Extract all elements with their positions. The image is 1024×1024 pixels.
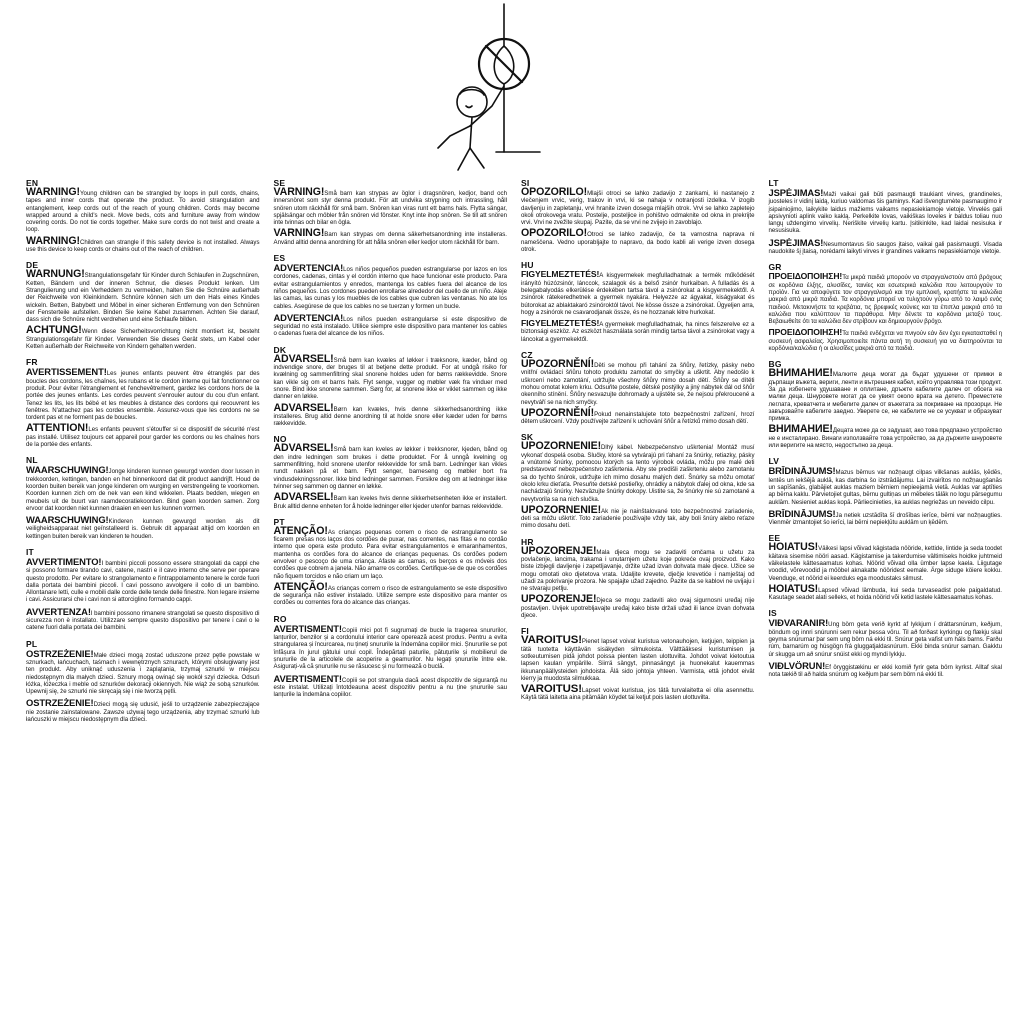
lang-code: IS [768,608,777,619]
warning-paragraph [26,647,260,696]
warning-body: Mazus bērnus var nožņaugt cilpas vilkšanas auklās, ķēdēs, lentēs un iekšējā auklā, kas darbina šo izstrādājumu. Lai izvairītos no nožņaugšanās un sapīšanās, glabājiet auklas maziem bērniem nepieejamā vietā. Auklas var aptīties ap bērna kaklu. Pārvietojiet gultas, bērnu gultiņas un mēbeles tālāk no logu pārsegumu auklām. Nesieniet auklas kopā. Pārliecinieties, ka auklas negriežas un neveido cilpu. [768,469,1002,506]
warning-body: Τα παιδιά ενδέχεται να πνιγούν εάν δεν έχει εγκατασταθεί η συσκευή ασφαλείας. Χρησιμοποιείτε πάντα αυτή τη συσκευή για να διατηρούνται τα κορδόνια/καλώδια ή οι αλυσίδες μακριά από τα παιδιά. [768,330,1002,353]
warning-heading: BRĪDINĀJUMS! [768,507,836,519]
warning-heading: JSPĖJIMAS! [768,236,824,248]
column-1 [26,178,260,1024]
warning-body: Τα μικρά παιδιά μπορούν να στραγγαλιστούν από βρόχους σε κορδόνια έλξης, αλυσίδες, ταινίες και εσωτερικά καλώδια που λειτουργούν το προϊόν. Για να αποφύγετε τον στραγγαλισμό και την εμπλοκή, κρατήστε τα καλώδια μακριά από μικρά παιδιά. Τα κορδόνια μπορεί να τυλιχτούν γύρω από το λαιμό ενός παιδιού. Μετακινήστε τα κρεβάτια, τις βρεφικές κούνιες και τα έπιπλα μακριά από τα καλώδια που καλύπτουν τα παράθυρα. Μην δένετε τα κορδόνια μεταξύ τους. Βεβαιωθείτε ότι τα καλώδια δεν στρίβουν και δημιουργούν βρόχο. [768,274,1002,326]
warning-body: Strangulationsgefahr für Kinder durch Schlaufen in Zugschnüren, Ketten, Bändern und der inneren Schnur, die dieses Produkt lenken. Um Strangulierung und ein Verheddern zu vermeiden, halten Sie die Schnüre außerhalb der Reichweite von Kleinkindern. Schnüre können sich um den Hals eines Kindes wickeln. Betten, Babybett und Möbel in einer sicheren Entfernung von den Schnüren der Fensterteile aufstellen. Binden Sie keine Kabel zusammen. Achten Sie darauf, dass sich die Schnüre nicht verdrehen und eine Schlaufe bilden. [26,272,260,324]
warning-heading: VARNING! [273,186,325,198]
warning-paragraph [273,580,508,607]
lang-code: SE [273,178,286,188]
warning-heading: ADVARSEL! [273,401,334,414]
lang-block-si [521,178,755,253]
warning-paragraph [768,423,1003,450]
warning-body: Lapsed võivad lämbuda, kui seda turvaseadist pole paigaldatud. Kasutage seadet alati selleks, et hoida nöörid või ketid lastele kättesaamatus kohas. [768,586,1002,602]
lang-block-hr [521,537,755,620]
warning-paragraph [26,186,260,234]
warning-heading: OSTRZEŻENIE! [26,697,94,709]
warning-heading: VAROITUS! [521,634,582,647]
warning-heading: UPOZORENJE! [521,593,597,606]
lang-block-bg [769,359,1003,449]
warning-body: As crianças pequenas correm o risco de estrangulamento se ficarem presas nos laços dos cordões de puxar, nas correntes, nas fitas e no cordão interno que opera este produto. Para evitar estrangulamentos e emaranhamentos, mantenha os cordões fora do alcance de crianças pequenas. Os cordões podem envolver o pescoço de uma criança. Afaste as camas, os berços e os móveis dos cordões que cobrem a janela. Não amarre os cordões. Certifique-se de que os cordões não fiquem torcidos e não criam um laço. [273,528,507,580]
warning-paragraph [768,541,1003,582]
warning-heading: ADVERTENCIA! [273,311,344,323]
lang-code: SK [521,432,534,443]
warning-paragraph [26,555,260,604]
warning-body: Children can strangle if this safety device is not installed. Always use this device to keep cords or chains out of the reach of children. [26,238,260,254]
warning-paragraph [768,367,1003,423]
lang-block-cz [521,350,755,425]
lang-block-ro [274,614,508,699]
warning-body: Kinderen kunnen gewurgd worden als dit veiligheidsapparaat niet geïnstalleerd is. Gebruik dit apparaat altijd om koorden en kettingen buiten bereik van kinderen te houden. [26,518,260,540]
warning-paragraph [273,352,508,401]
column-4 [769,178,1003,1024]
lang-code: GR [768,262,782,273]
lang-block-de [26,260,260,350]
lang-block-gr [769,262,1003,352]
warning-body: A kisgyermekek megfulladhatnak a termék működését irányító húzózsinór, lánccok, szalagok és a belső zsinór hurkaiban. A fulladás és a belegabalyodás elkerülése érdekében tartsa távol a zsinórokat a kisgyermekektől. A zsinórok rátekeredhetnek a gyermek nyakára. Helyezze az ágyakat, kiságyakat és bútorokat az ablaktakaró zsinóroktól távol. Ne kösse össze a zsinórokat. Ügyeljen arra, hogy a zsinórok ne csavarodjanak össze, és ne hozzanak létre hurkokat. [521,272,755,316]
lang-code: RO [273,613,287,624]
warning-heading: WARNING! [26,186,80,198]
warning-body: Barn kan strypas om denna säkerhetsanordning inte installeras. Använd alltid denna anordning för att hålla snören eller kedjor utom räckhåll för barn. [273,231,507,246]
warning-body: Små børn kan kvæles af løkker i træksnore, kæder, bånd og indvendige snore, der bruges til at betjene dette produkt. For at undgå risiko for kvælning og sammenfiltring skal snorene holdes uden for børns rækkevidde. Snore kan vikle sig om et barns hals. Flyt senge, vugger og møbler væk fra vinduer med snore. Bind ikke snorene sammen. Sørg for, at snorene ikke er viklet sammen og ikke danner en løkke. [273,356,507,401]
lang-block-is [769,608,1003,678]
warning-paragraph [769,189,1003,235]
warning-paragraph [521,271,755,316]
warning-paragraph [768,507,1003,527]
warning-heading: WAARSCHUWING! [26,514,109,526]
warning-heading: BRĪDINĀJUMS! [768,465,836,477]
warning-paragraph [768,236,1003,256]
warning-body: Ef öryggistækinu er ekki komið fyrir geta börn kyrkst. Alltaf skal nota tækið til að halda snúrum og keðjum þar sem börn ná ekki til. [768,663,1002,679]
warning-body: Mlajši otroci se lahko zadavijo z zankami, ki nastanejo z vlečenjem vrvic, verig, trakov in vrvi, ki se nahaja v notranjosti izdelka. V izogib davljenju in zapletanju, vrvi hranite izven dosega mlajših otrok. Vrvi se lahko zapletejo okoli otrokovega vratu. Postelje, posteljice in pohištvo odmaknite od okna in prekrijte vrvi. Vrvi ne zvežite skupaj. Pazite, da se vrvi ne zvijejo in zavoblajo. [521,190,755,227]
warning-paragraph [768,582,1003,602]
warning-heading: UPOZORENJE! [521,544,597,557]
warning-heading: JSPĖJIMAS! [768,187,824,198]
lang-code: CZ [521,350,533,361]
warning-heading: VARNING! [273,227,325,240]
warning-heading: ADVARSEL! [273,491,334,504]
lang-code: PT [273,516,285,527]
lang-code: DE [26,260,39,271]
lang-block-sk [521,432,755,529]
warning-paragraph [521,358,755,406]
warning-paragraph [769,619,1003,657]
warning-paragraph [273,311,508,338]
warning-heading: AVVERTIMENTO! [26,555,102,567]
warning-body: Малките деца могат да бъдат удушени от примки в дърпащи въжета, вериги, ленти и вътрешния кабел, който управлява този продукт. За да избегнете удушаване и оплитане, дръжте кабелите далеч от обсега на малки деца. Шнуровете могат да се увият около врата на детето. Преместете леглата, креватчета и мебелите далеч от въжетата за покриване на прозорци. Не завързвайте кабелите заедно. Уверете се, не кабелите не се усукват и образуват примка. [768,371,1002,423]
warning-body: Young children can be strangled by loops in pull cords, chains, tapes and inner cords that operate the product. To avoid strangulation and entanglement, keep cords out of the reach of young children. Cords may become wrapped around a child's neck. Move beds, cots and furniture away from window covering cords. Do not tie cords together. Make sure cords do not twist and create a loop. [26,190,260,234]
warning-paragraph [273,401,508,428]
lang-code: HR [521,536,534,547]
lang-code: NO [273,434,287,445]
warning-paragraph [769,273,1003,325]
warning-heading: HOIATUS! [768,541,819,554]
warning-paragraph [26,699,260,723]
warning-paragraph [521,634,755,682]
warning-body: Ak nie je nainštalované toto bezpečnostné zariadenie, deti sa môžu uškrtiť. Toto zariadenie používajte vždy tak, aby boli šnúry alebo reťaze mimo dosahu detí. [521,507,755,530]
warning-heading: ADVARSEL! [273,442,334,455]
warning-paragraph [521,593,755,620]
warning-text-columns [0,178,1024,1024]
lang-block-ee [769,533,1003,601]
warning-heading: AVERTISMENT! [273,622,342,634]
warning-body: Små barn kan kveles av løkker i trekksnorer, kjeden, bånd og den indre ledningen som brukes i dette produktet. For å unngå kvelning og sammenfiltring, hold snorene utenfor rekkevidde for små barn. Ledninger kan vikles rundt nakken på et barn. Flytt senger, barneseng og møbler bort fra vindusdekningssnorer. Ikke bind ledninger sammen. Forsikre deg om at ledninger ikke tvinner seg sammen og danner en løkke. [273,446,507,490]
lang-block-it [26,547,260,632]
warning-body: Lapset voivat kuristua, jos tätä turvalaitetta ei olla asennettu. Käytä tätä laitetta aina pitämään köydet tai ketjut pois lasten ulottuvilta. [521,687,755,702]
lang-code: EN [26,178,39,188]
lang-code: LT [768,178,779,188]
warning-heading: UPOZORNĚNÍ! [521,358,595,371]
warning-body: Pienet lapset voivat kuristua vetonauhojen, ketjujen, teippien ja tätä tuotetta käyttävän sisäkyden silmukoista. Välttääksesi kuristumisen ja sotkeutumisen pidä johdot poissa pienten lasten ulottuvilta. Johdot voivat kietoutua lapsen kaulan ympärille. Siirrä sängyt, pinnasängyt ja huonekalut kauemmas ikkunanpäällysteiden johdoista. Älä sido johtoja yhteen. Varmista, että johdot eivät kierry ja muodosta silmukkaa. [521,638,755,682]
warning-paragraph [274,264,508,310]
lang-code: SI [521,178,530,188]
warning-paragraph [273,227,508,246]
warning-paragraph [521,544,755,593]
warning-body: Ja netiek uzstādīta šī drošības ierīce, bērni var nožņaugties. Vienmēr izmantojiet šo ierīci, lai bērni nepiekļūtu auklām un ķēdēm. [768,511,1002,527]
warning-paragraph [273,524,508,580]
lang-block-dk [274,345,508,428]
warning-body: Väikesi lapsi võivad kägistada nööride, kettide, lintide ja seda toodet käitava sisemise nööri aasad. Kägistamise ja takerdumise vältimiseks hoidke juhtmeid väikelastele kättesaamatus kohas. Nöörid võivad olla ümber lapse kaela. Liigutage voodid, võrevoodid ja mööbel aknakatte nööridest eemale. Ärge siduge köiere kokku. Veenduge, et nöörid ei keerduks ega moodustaks silmust. [768,545,1002,582]
lang-block-fr [26,357,260,448]
warning-paragraph [26,268,260,324]
warning-paragraph [26,368,260,421]
warning-body: Små barn kan strypas av öglor i dragsnören, kedjor, band och innersnöret som styr denna produkt. För att undvika strypning och intrassling, håll snören utom räckhåll för små barn. Snören kan viras runt ett barns hals. Flytta sängar, spjälsängar och möbler från snören vid fönster. Knyt inte ihop snören. Se till att snören inte tvinnas och bilar en ögla. [273,190,507,227]
lang-code: BG [768,359,782,370]
warning-body: Otroci se lahko zadavijo, če ta varnostna naprava ni nameščena. Vedno uporabljajte to napravo, da bodo kabli ali verige izven dosega otrok. [521,231,755,254]
warning-paragraph [273,442,508,490]
lang-block-se [274,178,508,246]
warning-heading: VIÐLVÖRUN! [768,659,826,671]
column-3 [521,178,755,1024]
warning-body: A gyermekek megfulladhatnak, ha nincs felszerelve ez a biztonsági eszköz. Az eszközt használata során mindig tartsa távol a zsinórokat vagy a láncokat a gyermekektől. [521,321,755,343]
warning-heading: ВНИМАНИЕ! [768,367,833,380]
warning-body: Maži vaikai gali būti pasmaugti traukiant virves, grandineles, juosteles ir vidinį laidą, kuriuo valdomas šis gaminys. Kad išvengtumėte pasmaugimo ir įsipainiojimo, laikykite laidus mažiems vaikams nepasiekiamoje vietoje. Virvelės gali apsivynioti aplink vaiko kaklą. Perkelkite lovas, vaikiškas loveles ir baldus toliau nuo langų uždengimo virvelių. Neriškite virvelių kartu. Įsitikinkite, kad laidai nesisuka ir nesusisuka. [768,191,1002,235]
warning-heading: OSTRZEŻENIE! [26,647,94,659]
warning-paragraph [521,440,755,503]
warning-body: Dlhý kábel. Nebezpečenstvo uškrtenia! Montáž musí vykonať dospelá osoba. Slučky, ktoré sa vytvárajú pri ťahaní za šnúrky, retiazky, pásky a vnútorné šnúrky, pomocou ktorých sa tento výrobok ovláda, môžu pre malé deti predstavovať nebezpečenstvo zaškrtenia. Aby ste predišli zaškrteniu alebo zamotaniu sa do tychto šnúrok, udržujte ich mimo dosahu malých detí. Šnúrky sa môžu omotať okolo krku dieťaťa. Presuňte detské postieľky, ohrádky a nábytok ďalej od okna, kde sa nachádzajú šnúrky. Nezväzujte šnúrky dokopy. Uistite sa, že šnúrky nie sú zamotané a nevytvorila sa na nich slučka. [521,444,755,503]
warning-heading: AVVERTENZA! [26,605,91,617]
lang-code: IT [26,546,34,557]
warning-paragraph [273,491,508,510]
warning-paragraph [521,320,755,343]
warning-paragraph [26,516,260,540]
warning-body: Los niños pueden estrangularse si este dispositivo de seguridad no está instalado. Utilice siempre este dispositivo para mantener los cables o cadenas fuera del alcance de los niños. [273,315,507,338]
warning-paragraph [521,503,755,530]
warning-paragraph [273,622,508,671]
warning-heading: OPOZORILO! [521,186,588,198]
warning-heading: FIGYELMEZTETÉS! [521,269,600,280]
warning-body: Djeca se mogu zadaviti ako ovaj sigurnosni uređaj nije postavljen. Uvijek upotrebljavajte uređaj kako biste držali užad ili lance izvan dohvata djece. [521,597,755,620]
lang-block-no [274,434,508,509]
warning-paragraph [26,466,260,512]
warning-heading: ATENÇÃO! [273,580,328,593]
warning-paragraph [26,605,260,632]
warning-body: I bambini piccoli possono essere strangolati da cappi che si possono formare tirando cavi, catene, nastri e il cavo interno che serve per operare questo prodotto. Per evitare lo strangolamento e l'intrappolamento tenere le corde fuori dalla portata dei bambini piccoli. I cavi possono avvolgere il collo di un bambino. Allontanare letti, culle e mobili dalle corde delle tende delle finestre. Non legare insieme i cavi. Assicurarsi che i cavi non si attorciglino formando cappi. [26,559,260,604]
child-strangulation-hazard-icon [400,2,630,178]
warning-heading: ATTENTION! [26,422,89,435]
lang-block-pl [26,639,260,724]
warning-paragraph [769,467,1003,505]
warning-body: Jonge kinderen kunnen gewurgd worden door lussen in trekkoorden, kettingen, banden en het binnenkoord dat dit product aandrijft. Houd de koorden buiten bereik van jonge kinderen om wurging en verstrengeling te voorkomen. Koorden kunnen zich om de nek van een kind wikkelen. Plaats bedden, wiegen en meubels uit de buurt van raamdecoratiekoorden. Bind geen koorden samen. Zorg ervoor dat koorden niet kunnen draaien en een lus kunnen vormen. [26,468,260,512]
warning-paragraph [521,227,755,254]
warning-body: Les jeunes enfants peuvent être étranglés par des boucles des cordons, les chaînes, les rubans et le cordon interne qui fait fonctionner ce produit. Pour éviter l'étranglement et l'enchevêtrement, gardez les cordons hors de la portée des jeunes enfants. Les cordes peuvent s'enrouler autour du cou d'un enfant. Tenez les lits, les lits bébé et les meubles à distance des cordons qui recouvrent les fenêtres. N'attachez pas les cordes ensemble. Assurez-vous que les cordons ne se tordent pas et ne forment pas de boucles. [26,370,260,422]
warning-heading: WAARSCHUWING! [26,464,109,476]
warning-heading: AVERTISMENT! [273,672,342,684]
warning-paragraph [26,234,260,254]
warning-paragraph [273,672,508,699]
warning-body: Mala djeca mogu se zadaviti omčama u užetu za povlačenje, lancima, trakama i unutarnjem užetu koje pokreće ovaj proizvod. Kako biste izbjegli davljenje i zapetljavanje, držite užad izvan dohvata male djece. Užice se mogu omotati oko djetetova vrata. Udaljite krevete, dječje krevetiće i namještaj od užadi za pokrivanje prozora. Ne spajajte užad zajedno. Pazite da se kablovi ne uvijaju i ne stvaraju petlju. [521,548,755,593]
warning-body: Barn kan kveles hvis denne sikkerhetsenheten ikke er installert. Bruk alltid denne enheten for å holde ledninger eller kjeder utenfor barnas rekkevidde. [273,495,507,510]
warning-heading: ACHTUNG! [26,324,82,337]
warning-paragraph [521,683,755,702]
warning-heading: OPOZORILO! [521,227,588,240]
warning-paragraph [26,324,260,351]
lang-code: HU [521,260,534,271]
lang-block-lv [769,456,1003,526]
warning-heading: WARNING! [26,234,80,247]
lang-code: DK [273,344,287,355]
illustration-area [0,0,1024,178]
warning-body: Wenn diese Sicherheitsvorrichtung nicht montiert ist, besteht Strangulationsgefahr für Kinder. Verwenden Sie dieses Gerät stets, um Kabel oder Ketten außerhalb der Reichweite von Kindern gehalten werden. [26,328,260,351]
lang-code: PL [26,638,38,649]
lang-code: EE [768,533,781,544]
warning-heading: UPOZORNĚNÍ! [521,406,595,419]
warning-body: Les enfants peuvent s'étouffer si ce dispositif de sécurité n'est pas installé. Utilisez toujours cet appareil pour garder les cordons ou les chaînes hors de la portée des enfants. [26,426,260,449]
warning-body: Децата може да се задушат, ако това предпазно устройство не е инсталирано. Винаги използвайте това устройство, за да държите шнуровете или веригите на място, недостъпно за деца. [768,427,1002,450]
warning-body: Børn kan kvæles, hvis denne sikkerhedsanordning ikke installeres. Brug altid denne anordning til at holde snore eller kæder uden for børns rækkevidde. [273,405,507,428]
lang-code: FI [521,626,529,637]
lang-code: LV [768,456,780,467]
warning-paragraph [26,422,260,449]
warning-heading: FIGYELMEZTETÉS! [521,318,600,329]
lang-code: NL [26,455,38,466]
warning-heading: ΠΡΟΕΙΔΟΠΟΙΗΣΗ! [768,271,843,282]
warning-heading: ATENÇÃO! [273,524,328,537]
warning-heading: ΠΡΟΕΙΔΟΠΟΙΗΣΗ! [768,327,843,338]
warning-body: Nesumontavus šio saugos įtaiso, vaikai gali pasismaugti. Visada naudokite šį įtaisą, norėdami laikyti virves ir grandines vaikams nepasiekiamoje vietoje. [768,240,1002,256]
warning-paragraph [768,659,1003,679]
lang-block-nl [26,455,260,540]
lang-block-hu [521,260,755,343]
warning-heading: ВНИМАНИЕ! [768,423,833,436]
lang-code: ES [273,253,286,264]
lang-block-en [26,178,260,253]
warning-body: Děti se mohou při tahání za šňůry, řetízky, pásky nebo vnitřní ovládací šňůru tohoto produktu zamotat do smyčky a uškrtit. Aby nedošlo k uškrcení nebo zamotání, udržujte všechny šňůry mimo dosah dětí. Šňůry se dítěti mohou omotat kolem krku. Odsuňte postele, dětské postýlky a jiný nábytek dál od šňůr okenního stínění. Šňůry nesvazujte dohromady a ujistěte se, že nejsou překroucené a nevytváří se na nich smyčky. [521,362,755,406]
warning-heading: ADVERTENCIA! [273,262,344,274]
warning-body: Pokud nenainstalujete toto bezpečnostní zařízení, hrozí dětem uškrcení. Vždy používejte zařízení k uchování šňůr a řetízků mimo dosah dětí. [521,410,755,426]
warning-paragraph [273,186,508,227]
warning-paragraph [521,406,755,426]
warning-body: Małe dzieci mogą zostać uduszone przez pętle powstałe w sznurkach, łańcuchach, taśmach i wewnętrznych sznurach, którymi obsługiwany jest ten produkt. Aby uniknąć uduszenia i zaplątania, trzymaj sznurki w miejscu niedostępnym dla małych dzieci. Sznury mogą owinąć się wokół szyi dziecka. Odsuń łóżka, łóżeczka i meble od sznurków dekoracji okiennych. Nie wiąż ze sobą sznurków. Upewnij się, że sznurki nie skręcają się i nie tworzą pętli. [26,651,260,696]
warning-heading: VIÐVARANIR! [768,617,829,629]
warning-heading: HOIATUS! [768,582,819,595]
lang-block-pt [274,517,508,607]
warning-heading: UPOZORNENIE! [521,503,602,516]
lang-code: FR [26,357,38,368]
lang-block-fi [521,626,755,701]
warning-body: Ung börn geta verið kyrkt af lykkjum í dráttarsnúrum, keðjum, böndum og innri snúrunni sem rekur þessa vöru. Til að forðast kyrkingu og flækju skal geyma snúrurnar þar sem ung börn ná ekki til. Snúrur geta vafist um háls barns. Farðu rúm, barnarúm og húsgögn frá gluggatjaldasnúrum. Ekki binda snúrur saman. Gakktu úr skugga um að snúrur snúist ekki og myndi lykkju. [768,621,1002,658]
warning-body: Copiii mici pot fi sugrumați de bucle la tragerea snururilor, lanțurilor, benzilor și a cordonului interior care operează acest produs. Pentru a evita strangularea și încurcarea, nu țineți snururile la îndemâna copiilor mici. Șnururile se pot înfășura în jurul gâtului unui copil. Îndepărtați paturile, pătuțurile și mobilierul de șnururile de la articolele de acoperire a geamurilor. Nu legați șnururile între ele. Asigurați-vă că șnururile nu se răsucesc și nu formează o buclă. [273,626,507,671]
column-2 [274,178,508,1024]
warning-body: I bambini possono rimanere strangolati se questo dispositivo di sicurezza non è installato. Utilizzare sempre questo dispositivo per tenere i cavi o le catene fuori dalla portata dei bambini. [26,609,260,632]
warning-heading: ADVARSEL! [273,352,334,365]
warning-body: Copiii se pot strangula dacă acest dispozitiv de siguranță nu este instalat. Utilizați întotdeauna acest dispozitiv pentru a nu ține șnururile sau lanțurile la îndemâna copiilor. [273,676,507,699]
warning-body: Los niños pequeños pueden estrangularse por lazos en los cordones, cadenas, cintas y el cordón interno que hace funcionar este producto. Para evitar estrangulamientos y enredos, mantenga los cables fuera del alcance de los niños pequeños. Los cordones pueden enrollarse alrededor del cuello de un niño. Aleje las camas, las cunas y los muebles de los cables que cubren las ventanas. No ate los cables. Asegúrese de que los cables no se tuerzan y formen un bucle. [273,266,507,310]
lang-block-lt [769,178,1003,255]
warning-body: Dzieci mogą się udusić, jeśli to urządzenie zabezpieczające nie zostanie zainstalowane. Zawsze używaj tego urządzenia, aby trzymać sznurki lub łańcuszki w miejscu niedostępnym dla dzieci. [26,701,260,724]
warning-heading: WARNUNG! [26,268,85,281]
warning-body: As crianças correm o risco de estrangulamento se este dispositivo de segurança não estiver instalado. Utilize sempre este dispositivo para manter os cordões ou correntes fora do alcance das crianças. [273,584,507,607]
lang-block-es [274,253,508,338]
warning-paragraph [769,329,1003,352]
warning-heading: VAROITUS! [521,683,582,696]
warning-heading: AVERTISSEMENT! [26,366,107,378]
warning-heading: UPOZORNENIE! [521,440,602,453]
warning-paragraph [521,186,755,227]
